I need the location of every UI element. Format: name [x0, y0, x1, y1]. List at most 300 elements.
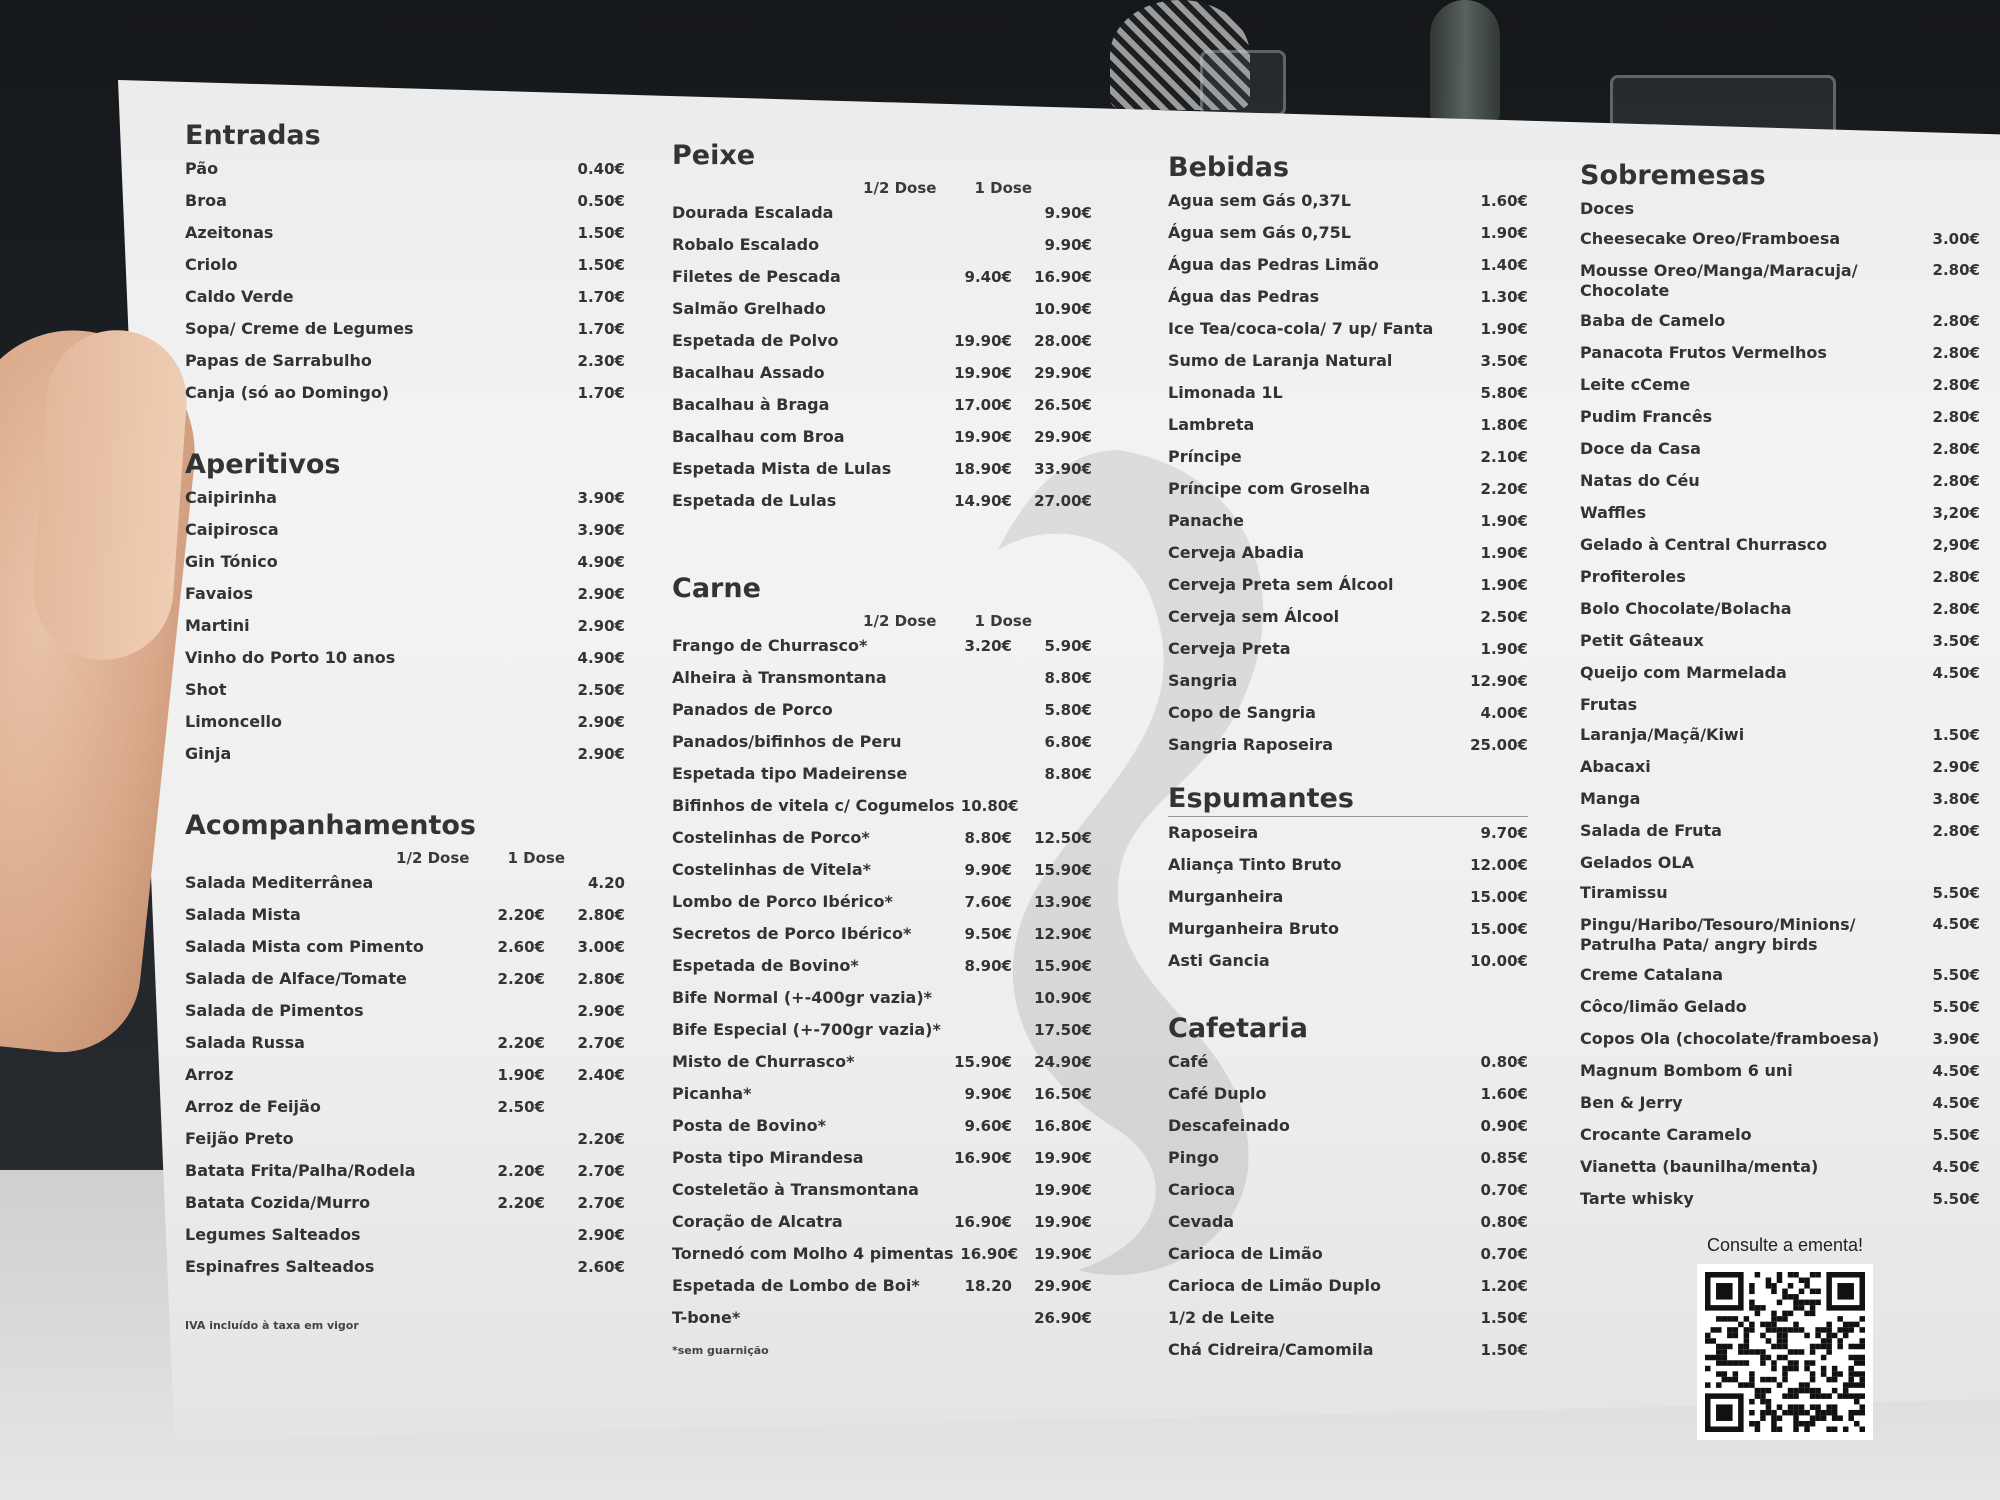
menu-item [185, 191, 625, 223]
item-name: Queijo com Marmelada [1580, 663, 1787, 682]
menu-item [1580, 599, 1980, 631]
menu-item [1168, 543, 1528, 575]
item-full-dose-price: 8.80€ [1044, 765, 1092, 783]
item-price: 1.90€ [1480, 224, 1528, 242]
menu-item [1168, 575, 1528, 607]
item-half-dose-price: 14.90€ [954, 492, 1012, 510]
item-name: Pingo [1168, 1148, 1220, 1167]
item-name: Espetada de Polvo [672, 331, 839, 350]
menu-item [185, 1193, 625, 1225]
menu-item [672, 203, 1092, 235]
menu-item [672, 1212, 1092, 1244]
item-price: 5.50€ [1932, 966, 1980, 984]
item-price: 0.80€ [1480, 1213, 1528, 1231]
item-name: Bacalhau à Braga [672, 395, 830, 414]
menu-item [1168, 511, 1528, 543]
item-name: Espinafres Salteados [185, 1257, 375, 1276]
item-name: Raposeira [1168, 823, 1259, 842]
item-name: Pudim Francês [1580, 407, 1713, 426]
item-half-dose-price: 17.00€ [954, 396, 1012, 414]
item-full-dose-price: 12.90€ [1034, 925, 1092, 943]
item-price: 0.80€ [1480, 1053, 1528, 1071]
item-name: Favaios [185, 584, 254, 603]
item-half-dose-price: 9.60€ [964, 1117, 1012, 1135]
item-price: 3.50€ [1932, 632, 1980, 650]
item-half-dose-price: 16.90€ [960, 1245, 1019, 1263]
item-name: Sangria [1168, 671, 1238, 690]
item-price: 0.70€ [1480, 1181, 1528, 1199]
item-name: Batata Cozida/Murro [185, 1193, 371, 1212]
menu-item [1168, 1148, 1528, 1180]
menu-item [1168, 823, 1528, 855]
item-name: Dourada Escalada [672, 203, 834, 222]
menu-item [1580, 757, 1980, 789]
item-price: 2.50€ [1480, 608, 1528, 626]
item-name: Tarte whisky [1580, 1189, 1694, 1208]
vat-note: IVA incluído à taxa em vigor [185, 1319, 359, 1332]
menu-column-3 [1168, 152, 1528, 1372]
qr-code-icon[interactable] [1697, 1264, 1873, 1440]
item-name: Salada Russa [185, 1033, 305, 1052]
item-price: 3.50€ [1480, 352, 1528, 370]
item-half-dose-price: 16.90€ [954, 1149, 1012, 1167]
item-name: Salada Mista com Pimento [185, 937, 424, 956]
menu-column-4 [1580, 160, 1980, 1221]
item-name: Tornedó com Molho 4 pimentas [672, 1244, 954, 1263]
section-title-espumantes: Espumantes [1168, 783, 1354, 814]
item-price: 2,90€ [1932, 536, 1980, 554]
menu-item [185, 1129, 625, 1161]
item-price: 2.90€ [577, 745, 625, 763]
menu-item [1168, 1244, 1528, 1276]
item-price: 2.90€ [577, 585, 625, 603]
item-half-dose-price: 2.20€ [497, 970, 545, 988]
item-price: 3.90€ [577, 489, 625, 507]
section-title-aperitivos: Aperitivos [185, 449, 341, 480]
menu-item [185, 584, 625, 616]
item-name: Café Duplo [1168, 1084, 1267, 1103]
item-half-dose-price: 2.20€ [497, 1194, 545, 1212]
item-name: Posta tipo Mirandesa [672, 1148, 864, 1167]
item-full-dose-price: 29.90€ [1034, 364, 1092, 382]
item-price: 4.50€ [1932, 1094, 1980, 1112]
item-full-dose-price: 5.80€ [1044, 701, 1092, 719]
item-name: Arroz [185, 1065, 234, 1084]
item-price: 0.90€ [1480, 1117, 1528, 1135]
item-price: 15.00€ [1470, 920, 1528, 938]
menu-item [185, 969, 625, 1001]
item-name: Azeitonas [185, 223, 274, 242]
menu-item [185, 744, 625, 776]
menu-item [1580, 375, 1980, 407]
item-name: Waffles [1580, 503, 1647, 522]
item-price: 1.30€ [1480, 288, 1528, 306]
item-half-dose-price: 19.90€ [954, 428, 1012, 446]
item-name: Gelado à Central Churrasco [1580, 535, 1828, 554]
section-title-acompanhamentos: Acompanhamentos [185, 810, 476, 841]
full-dose-label: 1 Dose [974, 179, 1032, 197]
item-price: 1.90€ [1480, 320, 1528, 338]
item-name: Carioca de Limão [1168, 1244, 1323, 1263]
item-half-dose-price: 16.90€ [954, 1213, 1012, 1231]
entradas-list [185, 159, 625, 415]
item-name: Costeletão à Transmontana [672, 1180, 919, 1199]
item-full-dose-price: 10.90€ [1034, 300, 1092, 318]
item-name: Batata Frita/Palha/Rodela [185, 1161, 416, 1180]
item-full-dose-price: 10.90€ [1034, 989, 1092, 1007]
menu-item [185, 873, 625, 905]
item-full-dose-price: 5.90€ [1044, 637, 1092, 655]
menu-column-1 [185, 120, 625, 1332]
menu-item [185, 616, 625, 648]
item-name: Panados de Porco [672, 700, 833, 719]
menu-column-2 [672, 140, 1092, 1357]
acompanhamentos-dose-header [185, 849, 565, 867]
menu-item [185, 1225, 625, 1257]
item-price: 3.00€ [1932, 230, 1980, 248]
item-name: Vinho do Porto 10 anos [185, 648, 396, 667]
item-full-dose-price: 17.50€ [1034, 1021, 1092, 1039]
item-name: Bacalhau Assado [672, 363, 825, 382]
item-name: Magnum Bombom 6 uni [1580, 1061, 1793, 1080]
item-name: Bifinhos de vitela c/ Cogumelos [672, 796, 955, 815]
item-price: 5.50€ [1932, 1190, 1980, 1208]
menu-item [1580, 1061, 1980, 1093]
menu-item [185, 680, 625, 712]
item-price: 1.90€ [1480, 512, 1528, 530]
item-full-dose-price: 24.90€ [1034, 1053, 1092, 1071]
menu-item [672, 395, 1092, 427]
item-name: Natas do Céu [1580, 471, 1700, 490]
menu-item [672, 491, 1092, 523]
item-price: 2.20€ [1480, 480, 1528, 498]
gelados-list [1580, 883, 1980, 1221]
menu-item [1168, 671, 1528, 703]
menu-item [1580, 883, 1980, 915]
item-full-dose-price: 26.90€ [1034, 1309, 1092, 1327]
item-price: 1.90€ [1480, 544, 1528, 562]
item-name: Salada de Alface/Tomate [185, 969, 407, 988]
item-price: 1.40€ [1480, 256, 1528, 274]
menu-item [185, 1033, 625, 1065]
item-full-dose-price: 19.90€ [1034, 1149, 1092, 1167]
menu-item [1168, 1308, 1528, 1340]
item-name: Pingu/Haribo/Tesouro/Minions/ Patrulha Pata/ angry birds [1580, 915, 1856, 954]
menu-item [185, 1097, 625, 1129]
item-name: Sopa/ Creme de Legumes [185, 319, 414, 338]
item-name: Costelinhas de Vitela* [672, 860, 872, 879]
menu-item [185, 712, 625, 744]
half-dose-label: 1/2 Dose [863, 612, 937, 630]
item-price: 4.90€ [577, 649, 625, 667]
menu-item [1580, 261, 1980, 311]
menu-item [185, 383, 625, 415]
item-name: Petit Gâteaux [1580, 631, 1704, 650]
item-name: Limonada 1L [1168, 383, 1283, 402]
menu-item [185, 648, 625, 680]
menu-item [1580, 725, 1980, 757]
item-half-dose-price: 2.60€ [497, 938, 545, 956]
item-half-dose-price: 19.90€ [954, 332, 1012, 350]
menu-item [1580, 789, 1980, 821]
item-name: Lambreta [1168, 415, 1255, 434]
item-name: Salmão Grelhado [672, 299, 826, 318]
item-name: Doce da Casa [1580, 439, 1701, 458]
item-name: Descafeinado [1168, 1116, 1290, 1135]
menu-item [672, 1180, 1092, 1212]
item-full-dose-price: 9.90€ [1044, 236, 1092, 254]
item-price: 2.80€ [1932, 376, 1980, 394]
menu-item [1580, 1157, 1980, 1189]
item-name: Lombo de Porco Ibérico* [672, 892, 893, 911]
item-name: Laranja/Maçã/Kiwi [1580, 725, 1745, 744]
item-price: 2.80€ [1932, 312, 1980, 330]
menu-item [1580, 229, 1980, 261]
section-title-bebidas: Bebidas [1168, 152, 1290, 183]
menu-item [672, 459, 1092, 491]
group-frutas: Frutas [1580, 695, 1638, 714]
item-price: 1.50€ [577, 224, 625, 242]
item-name: Mousse Oreo/Manga/Maracuja/ Chocolate [1580, 261, 1858, 300]
menu-item [672, 299, 1092, 331]
menu-item [672, 956, 1092, 988]
item-price: 3,20€ [1932, 504, 1980, 522]
section-title-cafetaria: Cafetaria [1168, 1013, 1309, 1044]
item-name: Ice Tea/coca-cola/ 7 up/ Fanta [1168, 319, 1434, 338]
menu-item [185, 223, 625, 255]
menu-item [1168, 887, 1528, 919]
item-half-dose-price: 18.90€ [954, 460, 1012, 478]
full-dose-label: 1 Dose [507, 849, 565, 867]
bebidas-list [1168, 191, 1528, 767]
menu-item [672, 1148, 1092, 1180]
item-full-dose-price: 19.90€ [1034, 1181, 1092, 1199]
item-price: 4.50€ [1932, 1062, 1980, 1080]
item-name: Frango de Churrasco* [672, 636, 868, 655]
menu-item [1168, 415, 1528, 447]
item-price: 1.50€ [1932, 726, 1980, 744]
item-full-dose-price: 19.90€ [1034, 1213, 1092, 1231]
menu-item [1168, 951, 1528, 983]
thumb [29, 326, 192, 665]
item-full-dose-price: 2.70€ [577, 1162, 625, 1180]
item-price: 3.90€ [577, 521, 625, 539]
item-price: 3.80€ [1932, 790, 1980, 808]
item-price: 2.90€ [577, 713, 625, 731]
section-title-sobremesas: Sobremesas [1580, 160, 1766, 191]
item-half-dose-price: 9.90€ [964, 1085, 1012, 1103]
item-price: 1.80€ [1480, 416, 1528, 434]
item-half-dose-price: 2.50€ [497, 1098, 545, 1116]
item-price: 5.50€ [1932, 884, 1980, 902]
item-name: Água das Pedras [1168, 287, 1320, 306]
menu-item [672, 1276, 1092, 1308]
item-price: 4.00€ [1480, 704, 1528, 722]
menu-item [1168, 919, 1528, 951]
item-price: 1.90€ [1480, 576, 1528, 594]
item-half-dose-price: 2.20€ [497, 1034, 545, 1052]
menu-item [1580, 1093, 1980, 1125]
menu-item [1168, 1052, 1528, 1084]
item-price: 1.60€ [1480, 1085, 1528, 1103]
item-full-dose-price: 16.50€ [1034, 1085, 1092, 1103]
item-name: Espetada tipo Madeirense [672, 764, 908, 783]
item-half-dose-price: 7.60€ [964, 893, 1012, 911]
item-full-dose-price: 15.90€ [1034, 957, 1092, 975]
group-gelados: Gelados OLA [1580, 853, 1694, 872]
item-name: Asti Gancia [1168, 951, 1270, 970]
section-title-entradas: Entradas [185, 120, 321, 151]
item-name: Martini [185, 616, 250, 635]
item-full-dose-price: 15.90€ [1034, 861, 1092, 879]
section-title-carne: Carne [672, 573, 761, 604]
menu-item [1580, 915, 1980, 965]
half-dose-label: 1/2 Dose [863, 179, 937, 197]
item-price: 1.70€ [577, 320, 625, 338]
half-dose-label: 1/2 Dose [396, 849, 470, 867]
item-full-dose-price: 6.80€ [1044, 733, 1092, 751]
frutas-list [1580, 725, 1980, 853]
item-name: Gin Tónico [185, 552, 278, 571]
menu-item [1168, 447, 1528, 479]
item-price: 4.50€ [1932, 1158, 1980, 1176]
item-price: 2.80€ [1932, 408, 1980, 426]
item-full-dose-price: 2.20€ [577, 1130, 625, 1148]
menu-item [1168, 479, 1528, 511]
item-price: 12.00€ [1470, 856, 1528, 874]
item-name: Salada de Fruta [1580, 821, 1722, 840]
menu-item [185, 1065, 625, 1097]
menu-item [1168, 255, 1528, 287]
menu-item [185, 552, 625, 584]
menu-item [672, 796, 1092, 828]
menu-item [185, 1001, 625, 1033]
item-full-dose-price: 2.70€ [577, 1034, 625, 1052]
item-price: 2.80€ [1932, 568, 1980, 586]
item-full-dose-price: 27.00€ [1034, 492, 1092, 510]
item-price: 1.70€ [577, 288, 625, 306]
carne-list [672, 636, 1092, 1340]
item-name: Bolo Chocolate/Bolacha [1580, 599, 1792, 618]
menu-item [1580, 663, 1980, 695]
item-price: 1.20€ [1480, 1277, 1528, 1295]
menu-item [1168, 1180, 1528, 1212]
item-name: Carioca [1168, 1180, 1236, 1199]
item-name: Bife Especial (+-700gr vazia)* [672, 1020, 941, 1039]
item-price: 5.80€ [1480, 384, 1528, 402]
menu-item [185, 905, 625, 937]
menu-item [1168, 735, 1528, 767]
item-name: Cerveja sem Álcool [1168, 607, 1340, 626]
doces-list [1580, 229, 1980, 695]
item-price: 2.30€ [577, 352, 625, 370]
menu-item [1168, 1276, 1528, 1308]
item-name: Espetada de Lombo de Boi* [672, 1276, 920, 1295]
menu-item [672, 700, 1092, 732]
item-name: Creme Catalana [1580, 965, 1724, 984]
item-name: Secretos de Porco Ibérico* [672, 924, 912, 943]
menu-item [185, 351, 625, 383]
menu-item [1580, 821, 1980, 853]
menu-item [1580, 407, 1980, 439]
item-name: Panados/bifinhos de Peru [672, 732, 902, 751]
item-half-dose-price: 1.90€ [497, 1066, 545, 1084]
item-name: Picanha* [672, 1084, 752, 1103]
item-name: Pão [185, 159, 219, 178]
item-full-dose-price: 2.80€ [577, 906, 625, 924]
item-name: Aliança Tinto Bruto [1168, 855, 1342, 874]
menu-item [1168, 607, 1528, 639]
item-name: Caipirosca [185, 520, 279, 539]
item-half-dose-price: 8.80€ [964, 829, 1012, 847]
item-full-dose-price: 2.40€ [577, 1066, 625, 1084]
carne-dose-header [672, 612, 1032, 630]
item-name: Leite cCeme [1580, 375, 1691, 394]
menu-item [1580, 471, 1980, 503]
menu-item [185, 1161, 625, 1193]
item-half-dose-price: 19.90€ [954, 364, 1012, 382]
item-price: 25.00€ [1470, 736, 1528, 754]
item-full-dose-price: 13.90€ [1034, 893, 1092, 911]
item-full-dose-price: 4.20 [587, 874, 625, 892]
item-name: Profiteroles [1580, 567, 1686, 586]
item-name: Príncipe com Groselha [1168, 479, 1371, 498]
qr-block [1690, 1235, 1880, 1440]
menu-item [672, 1084, 1092, 1116]
item-name: Broa [185, 191, 227, 210]
item-price: 4.90€ [577, 553, 625, 571]
qr-code-graphic [1705, 1272, 1865, 1432]
menu-item [1168, 287, 1528, 319]
item-full-dose-price: 29.90€ [1034, 428, 1092, 446]
menu-item [1580, 439, 1980, 471]
espumantes-list [1168, 823, 1528, 983]
item-full-dose-price: 8.80€ [1044, 669, 1092, 687]
item-name: Água sem Gás 0,75L [1168, 223, 1351, 242]
item-name: Canja (só ao Domingo) [185, 383, 390, 402]
menu-item [672, 828, 1092, 860]
item-half-dose-price: 9.90€ [964, 861, 1012, 879]
menu-item [1580, 1189, 1980, 1221]
item-price: 10.00€ [1470, 952, 1528, 970]
menu-item [1168, 703, 1528, 735]
item-price: 2.80€ [1932, 344, 1980, 362]
group-doces: Doces [1580, 199, 1635, 218]
item-name: Crocante Caramelo [1580, 1125, 1752, 1144]
menu-item [1168, 191, 1528, 223]
item-name: Legumes Salteados [185, 1225, 361, 1244]
item-price: 15.00€ [1470, 888, 1528, 906]
item-half-dose-price: 9.40€ [964, 268, 1012, 286]
item-name: Sumo de Laranja Natural [1168, 351, 1393, 370]
item-half-dose-price: 15.90€ [954, 1053, 1012, 1071]
menu-item [1580, 567, 1980, 599]
item-full-dose-price: 28.00€ [1034, 332, 1092, 350]
item-price: 2.80€ [1932, 261, 1980, 279]
item-price: 0.40€ [577, 160, 625, 178]
item-price: 9.70€ [1480, 824, 1528, 842]
item-full-dose-price: 33.90€ [1034, 460, 1092, 478]
item-price: 5.50€ [1932, 1126, 1980, 1144]
item-name: Vianetta (baunilha/menta) [1580, 1157, 1819, 1176]
item-name: Papas de Sarrabulho [185, 351, 372, 370]
item-price: 2.90€ [1932, 758, 1980, 776]
item-name: Costelinhas de Porco* [672, 828, 870, 847]
item-name: Misto de Churrasco* [672, 1052, 855, 1071]
menu-item [672, 1308, 1092, 1340]
aperitivos-list [185, 488, 625, 776]
item-name: Panacota Frutos Vermelhos [1580, 343, 1827, 362]
